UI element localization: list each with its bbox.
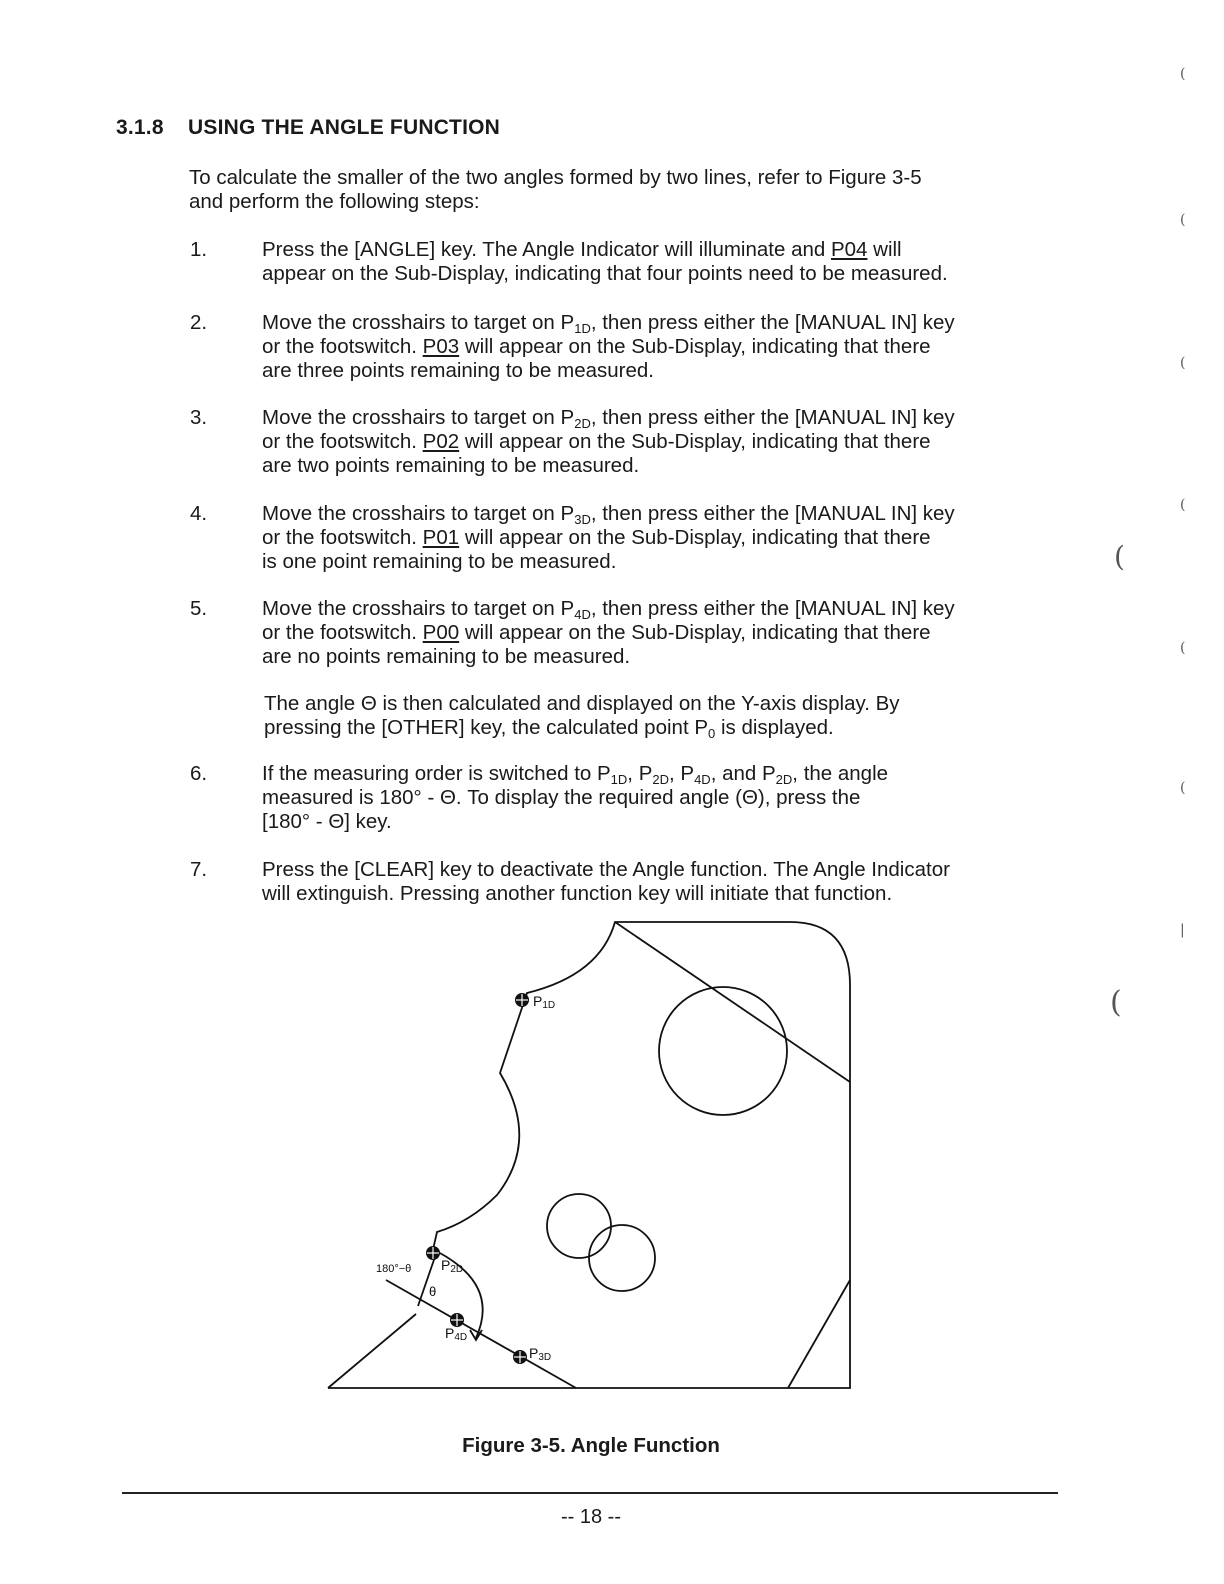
slanted-edge [788,1280,850,1388]
section-number: 3.1.8 [116,116,164,139]
footer-rule [122,1492,1058,1494]
workpiece-outline [328,922,850,1388]
intro-line-2: and perform the following steps: [189,190,480,213]
step-6-line-2: measured is 180° - Θ. To display the required angle (Θ), press the [262,786,861,809]
step-text: Move the crosshairs to target on P [262,406,575,429]
step-text: , the angle [792,762,889,785]
step-text: will appear on the Sub-Display, indicating that there [459,526,931,549]
step-6-line-3: [180° - Θ] key. [262,810,392,833]
point-subscript: 4D [694,772,711,787]
chamfer-edge [328,1314,416,1388]
step-number: 6. [190,762,208,785]
small-circle-right [589,1225,655,1291]
point-subscript: 2D [775,772,793,787]
point-subscript: 1D [574,321,591,336]
step-text: , P [627,762,653,785]
label-p3d: P3D [529,1345,552,1363]
display-code: P03 [422,335,460,358]
step-text: Press the [ANGLE] key. The Angle Indicator will illuminate and [262,238,831,261]
point-subscript: 0 [708,726,716,741]
display-code: P01 [422,526,460,549]
point-subscript: 3D [574,512,591,527]
step-text: or the footswitch. [262,430,423,453]
step-text: If the measuring order is switched to P [262,762,611,785]
step-4-line-3: is one point remaining to be measured. [262,550,617,573]
display-code: P02 [422,430,460,453]
step-number: 5. [190,597,208,620]
step-text: will [867,238,902,261]
step-text: , and P [710,762,776,785]
step-number: 1. [190,238,208,261]
label-p1d: P1D [533,993,556,1011]
step-text: or the footswitch. [262,621,423,644]
figure-caption: Figure 3-5. Angle Function [462,1434,720,1457]
step-number: 7. [190,858,208,881]
step-text: , then press either the [MANUAL IN] key [590,311,955,334]
step-text: , then press either the [MANUAL IN] key [590,502,955,525]
step-text: Move the crosshairs to target on P [262,597,575,620]
large-circle [659,987,787,1115]
step-text: , P [669,762,695,785]
point-subscript: 4D [574,607,591,622]
step-text: or the footswitch. [262,335,423,358]
label-supplement: 180°−θ [376,1263,412,1275]
step-number: 3. [190,406,208,429]
step-text: or the footswitch. [262,526,423,549]
step-text: will appear on the Sub-Display, indicating that there [459,621,931,644]
section-title: USING THE ANGLE FUNCTION [188,116,501,139]
display-code: P00 [422,621,460,644]
step-text: will appear on the Sub-Display, indicating that there [459,335,931,358]
step-number: 2. [190,311,208,334]
point-subscript: 2D [574,416,591,431]
step-2-line-3: are three points remaining to be measured. [262,359,655,382]
small-circle-left [547,1194,611,1258]
step-7-line-1: Press the [CLEAR] key to deactivate the Angle function. The Angle Indicator [262,858,950,881]
note-line-1: The angle Θ is then calculated and displayed on the Y-axis display. By [264,692,900,715]
step-number: 4. [190,502,208,525]
note-text: pressing the [OTHER] key, the calculated point P [264,716,709,739]
point-subscript: 1D [610,772,628,787]
step-text: Move the crosshairs to target on P [262,311,575,334]
top-measure-line [615,922,850,1082]
point-subscript: 2D [652,772,669,787]
display-code: P04 [830,238,868,261]
step-7-line-2: will extinguish. Pressing another function key will initiate that function. [262,882,893,905]
label-theta: θ [429,1284,437,1299]
step-text: will appear on the Sub-Display, indicating that there [459,430,931,453]
step-1-line-2: appear on the Sub-Display, indicating that four points need to be measured. [262,262,948,285]
label-p4d: P4D [445,1325,468,1343]
page-number: -- 18 -- [561,1506,621,1528]
step-text: , then press either the [MANUAL IN] key [590,597,955,620]
note-text: is displayed. [715,716,834,739]
intro-line-1: To calculate the smaller of the two angles formed by two lines, refer to Figure 3-5 [189,166,922,189]
step-3-line-3: are two points remaining to be measured. [262,454,640,477]
step-text: Move the crosshairs to target on P [262,502,575,525]
step-text: , then press either the [MANUAL IN] key [590,406,955,429]
label-p2d: P2D [441,1257,464,1275]
step-5-line-3: are no points remaining to be measured. [262,645,631,668]
